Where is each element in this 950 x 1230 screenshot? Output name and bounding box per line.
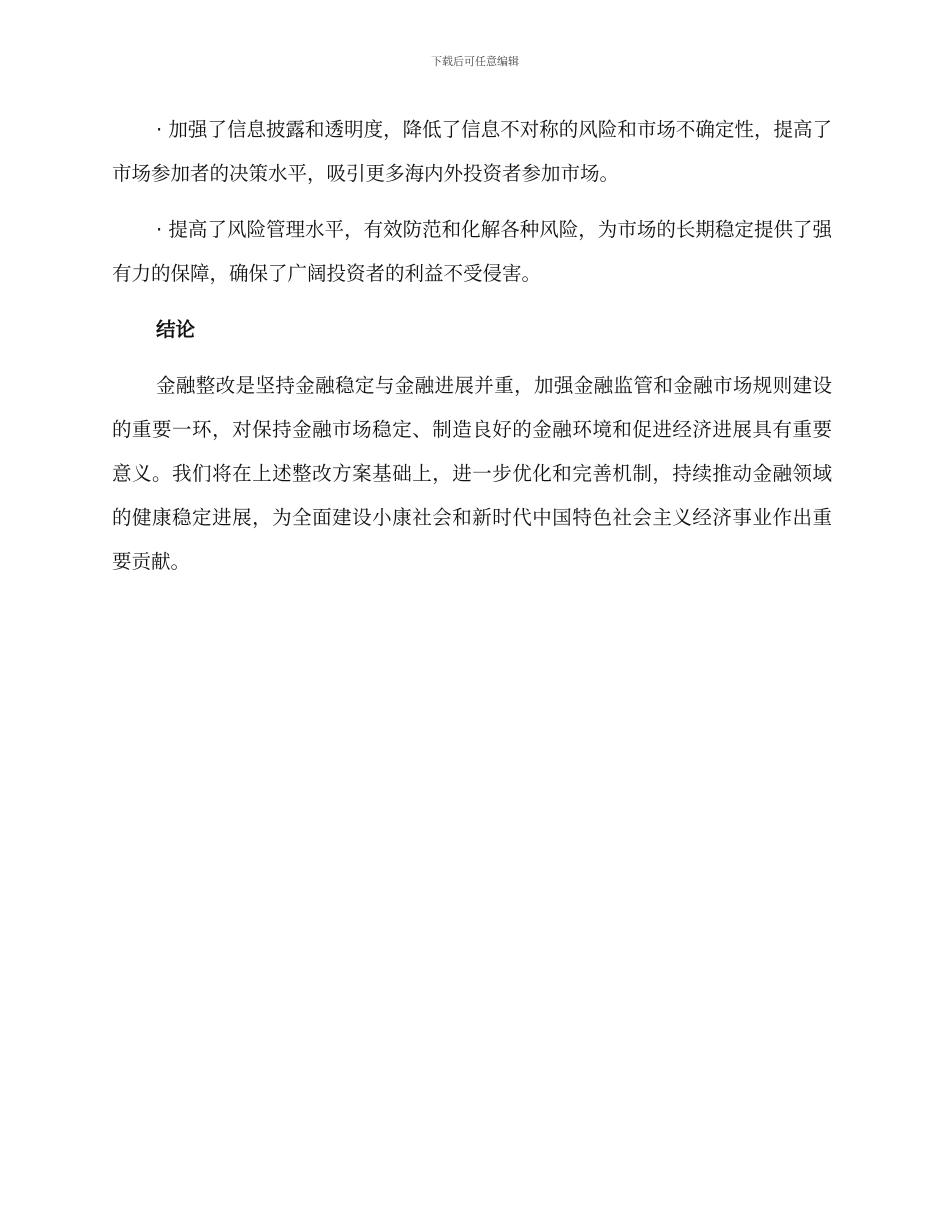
document-body: [112, 108, 832, 596]
bullet-paragraph-risk-management: · 提高了风险管理水平，有效防范和化解各种风险，为市场的长期稳定提供了强有力的保障，确保了广阔投资者的利益不受侵害。: [112, 218, 832, 285]
conclusion-paragraph: 金融整改是坚持金融稳定与金融进展并重，加强金融监管和金融市场规则建设的重要一环，对保持金融市场稳定、制造良好的金融环境和促进经济进展具有重要意义。我们将在上述整改方案基础上，进一步优化和完善机制，持续推动金融领域的健康稳定进展，为全面建设小康社会和新时代中国特色社会主义经济事业作出重要贡献。: [112, 374, 832, 573]
bullet-paragraph-disclosure: · 加强了信息披露和透明度，降低了信息不对称的风险和市场不确定性，提高了市场参加者的决策水平，吸引更多海内外投资者参加市场。: [112, 118, 832, 185]
page-header: 下载后可任意编辑: [431, 55, 519, 68]
conclusion-heading: 结论: [156, 318, 196, 341]
